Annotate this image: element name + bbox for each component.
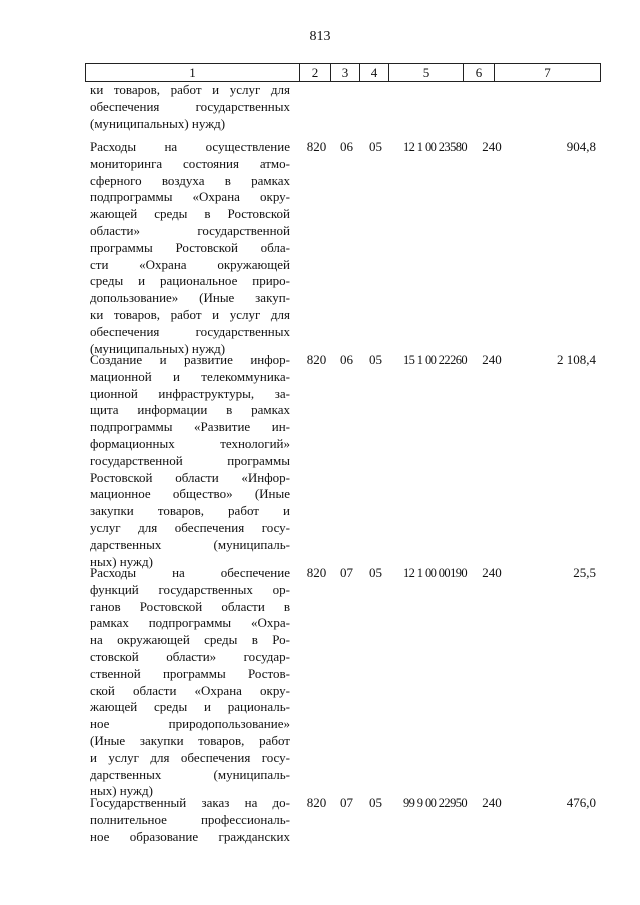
text-line: (Иные закупки товаров, работ <box>90 732 290 748</box>
cell-amount: 2 108,4 <box>557 352 596 367</box>
cell-ministry: 820 <box>306 352 327 367</box>
text-line: дарственных (муниципаль- <box>90 536 290 552</box>
cell-amount: 904,8 <box>566 139 596 154</box>
text-line: подпрограммы «Развитие ин- <box>90 419 290 435</box>
cell-ministry: 820 <box>306 795 327 810</box>
text-line: формационных технологий» <box>90 435 290 451</box>
text-line: полнительное профессиональ- <box>90 811 290 827</box>
header-col-5: 5 <box>389 64 464 81</box>
header-col-6: 6 <box>464 64 495 81</box>
text-line: щита информации в рамках <box>90 402 290 418</box>
header-col-7: 7 <box>544 65 551 80</box>
text-line: мационной и телекоммуника- <box>90 368 290 384</box>
text-line: Расходы на обеспечение <box>90 565 290 580</box>
text-line: обеспечения государственных <box>90 323 290 339</box>
text-line: ганов Ростовской области в <box>90 598 290 614</box>
text-line: сти «Охрана окружающей <box>90 256 290 272</box>
text-line: закупки товаров, работ и <box>90 503 290 519</box>
cell-expense-type: 240 <box>482 565 502 580</box>
cell-amount: 25,5 <box>573 565 596 580</box>
text-line: среды и рациональное приро- <box>90 273 290 289</box>
text-line: области» государственной <box>90 222 290 238</box>
text-line: ционной инфраструктуры, за- <box>90 385 290 401</box>
text-line: ное образование гражданских <box>90 828 290 844</box>
cell-subsection: 05 <box>369 352 382 367</box>
cell-ministry: 820 <box>306 565 327 580</box>
cell-subsection: 05 <box>369 795 382 810</box>
text-line: услуг для обеспечения госу- <box>90 519 290 535</box>
text-line: ственной программы Ростов- <box>90 665 290 681</box>
cell-section: 06 <box>340 352 353 367</box>
text-line: жающей среды в Ростовской <box>90 206 290 222</box>
header-col-2: 2 <box>300 64 331 81</box>
text-line: дарственных (муниципаль- <box>90 766 290 782</box>
text-line: жающей среды и рациональ- <box>90 699 290 715</box>
cell-expense-type: 240 <box>482 795 502 810</box>
text-line: Государственный заказ на до- <box>90 795 290 810</box>
cell-expense-type: 240 <box>482 139 502 154</box>
text-line: мониторинга состояния атмо- <box>90 155 290 171</box>
text-line: Расходы на осуществление <box>90 139 290 154</box>
text-line: ской области «Охрана окру- <box>90 682 290 698</box>
text-line: обеспечения государственных <box>90 98 290 114</box>
cell-target-article: 15 1 00 22260 <box>402 353 468 367</box>
continued-text <box>90 82 290 132</box>
row-description <box>90 139 290 357</box>
text-line: функций государственных ор- <box>90 581 290 597</box>
text-line: Ростовской области «Инфор- <box>90 469 290 485</box>
text-line: допользование» (Иные закуп- <box>90 290 290 306</box>
cell-section: 07 <box>340 795 353 810</box>
text-line: ки товаров, работ и услуг для <box>90 82 290 97</box>
text-line: мационное общество» (Иные <box>90 486 290 502</box>
text-line: (муниципальных) нужд) <box>90 340 226 356</box>
cell-subsection: 05 <box>369 139 382 154</box>
text-line: государственной программы <box>90 452 290 468</box>
text-line: программы Ростовской обла- <box>90 239 290 255</box>
text-line: на окружающей среды в Ро- <box>90 632 290 648</box>
text-line: ное природопользование» <box>90 716 290 732</box>
text-line: Создание и развитие инфор- <box>90 352 290 367</box>
text-line: ных) нужд) <box>90 553 153 569</box>
cell-target-article: 99 9 00 22950 <box>402 796 468 810</box>
text-line: ки товаров, работ и услуг для <box>90 306 290 322</box>
cell-expense-type: 240 <box>482 352 502 367</box>
text-line: сферного воздуха в рамках <box>90 172 290 188</box>
row-description <box>90 352 290 570</box>
cell-section: 07 <box>340 565 353 580</box>
row-description <box>90 565 290 800</box>
text-line: подпрограммы «Охрана окру- <box>90 189 290 205</box>
text-line: и услуг для обеспечения госу- <box>90 749 290 765</box>
text-line: рамках подпрограммы «Охра- <box>90 615 290 631</box>
header-col-4: 4 <box>360 64 389 81</box>
table-header <box>85 63 601 82</box>
text-line: (муниципальных) нужд) <box>90 115 226 131</box>
cell-ministry: 820 <box>306 139 327 154</box>
text-line: стовской области» государ- <box>90 648 290 664</box>
cell-amount: 476,0 <box>566 795 596 810</box>
cell-target-article: 12 1 00 00190 <box>402 566 468 580</box>
cell-target-article: 12 1 00 23580 <box>402 140 468 154</box>
page-number: 813 <box>309 29 331 44</box>
header-col-3: 3 <box>331 64 360 81</box>
cell-section: 06 <box>340 139 353 154</box>
cell-subsection: 05 <box>369 565 382 580</box>
text-line: ных) нужд) <box>90 783 153 799</box>
row-description <box>90 795 290 845</box>
header-col-1: 1 <box>86 64 300 81</box>
